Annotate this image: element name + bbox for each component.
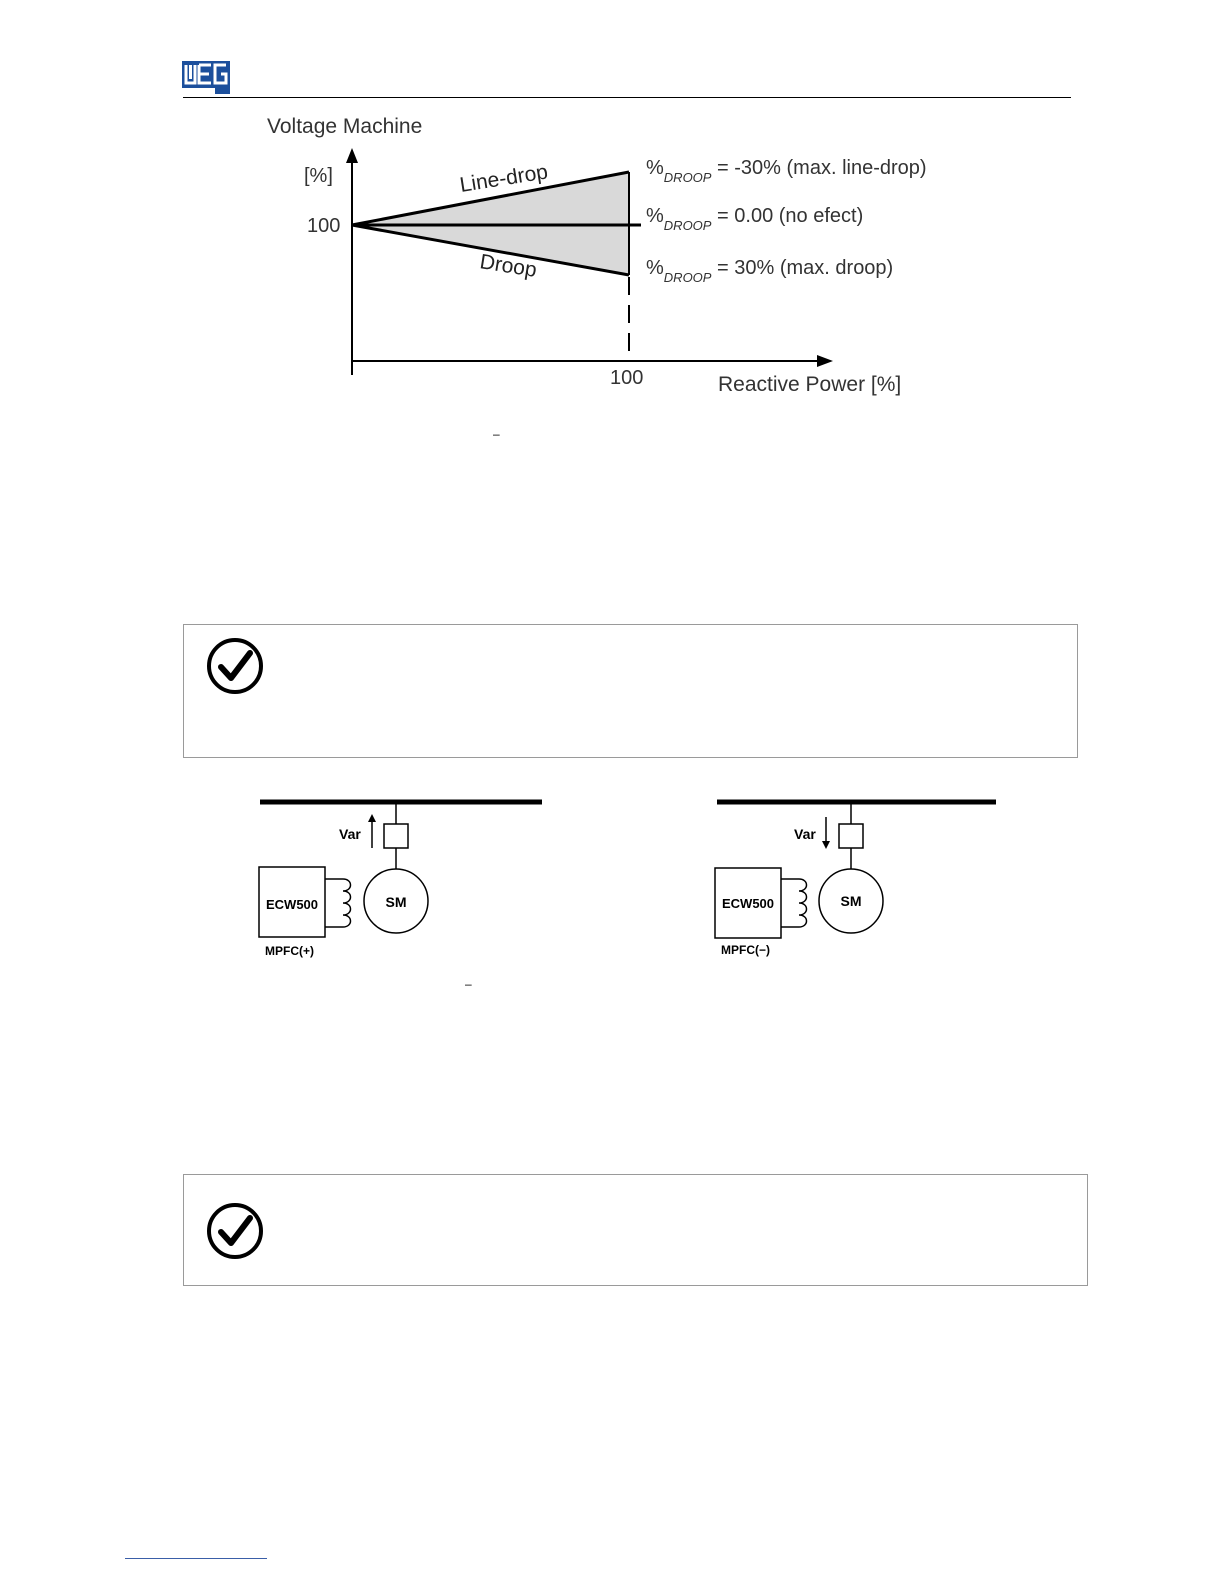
svg-text:%DROOP = 30% (max. droop): $\%_{DROOP} = 30\%$ (max. droop) <box>646 257 894 285</box>
mpfc-negative-diagram <box>710 795 1010 970</box>
checkmark-icon <box>206 637 264 695</box>
note-box <box>183 624 1078 758</box>
svg-text:%DROOP = -30% (max. line-drop): $\%_{DROOP} = -30\%$ (max. line-drop) <box>646 157 927 185</box>
svg-text:%DROOP = 0.00 (no efect): $\%_{DROOP} = 0.00$ (no efect) <box>646 205 864 233</box>
breaker <box>839 824 863 848</box>
y-axis-unit: [%] <box>304 165 333 187</box>
checkmark-icon <box>206 1202 264 1260</box>
y-axis-title: Voltage Machine <box>267 115 423 138</box>
controller-label: ECW500 <box>721 896 775 911</box>
breaker <box>384 824 408 848</box>
annotation-no-effect <box>646 205 863 233</box>
line-drop-label: Line-drop <box>458 160 550 197</box>
x-tick-label: 100 <box>610 367 644 389</box>
annotation-max-droop <box>646 257 893 285</box>
header-rule <box>183 97 1071 98</box>
y-axis-arrow <box>346 148 358 163</box>
var-label: Var <box>794 826 816 842</box>
motor-label: SM <box>840 893 862 909</box>
controller-label: ECW500 <box>265 897 319 912</box>
annotation-max-line-drop <box>646 157 927 185</box>
figure-caption-mark: – <box>493 427 500 441</box>
mode-label: MPFC(+) <box>265 944 314 958</box>
mode-label: MPFC(−) <box>721 943 770 957</box>
weg-logo <box>182 61 230 94</box>
x-axis-arrow <box>817 355 833 367</box>
x-axis-title: Reactive Power [%] <box>718 373 902 396</box>
droop-line-drop-figure <box>255 105 955 405</box>
excitation-coil-icon <box>781 879 807 927</box>
motor-label: SM <box>385 894 407 910</box>
note-box <box>183 1174 1088 1286</box>
footer-link-underline <box>125 1558 267 1559</box>
var-label: Var <box>339 826 361 842</box>
figure-caption-mark: – <box>465 977 472 991</box>
y-tick-label: 100 <box>307 215 341 237</box>
droop-label: Droop <box>478 250 539 282</box>
mpfc-positive-diagram <box>255 795 555 970</box>
excitation-coil-icon <box>325 879 351 927</box>
